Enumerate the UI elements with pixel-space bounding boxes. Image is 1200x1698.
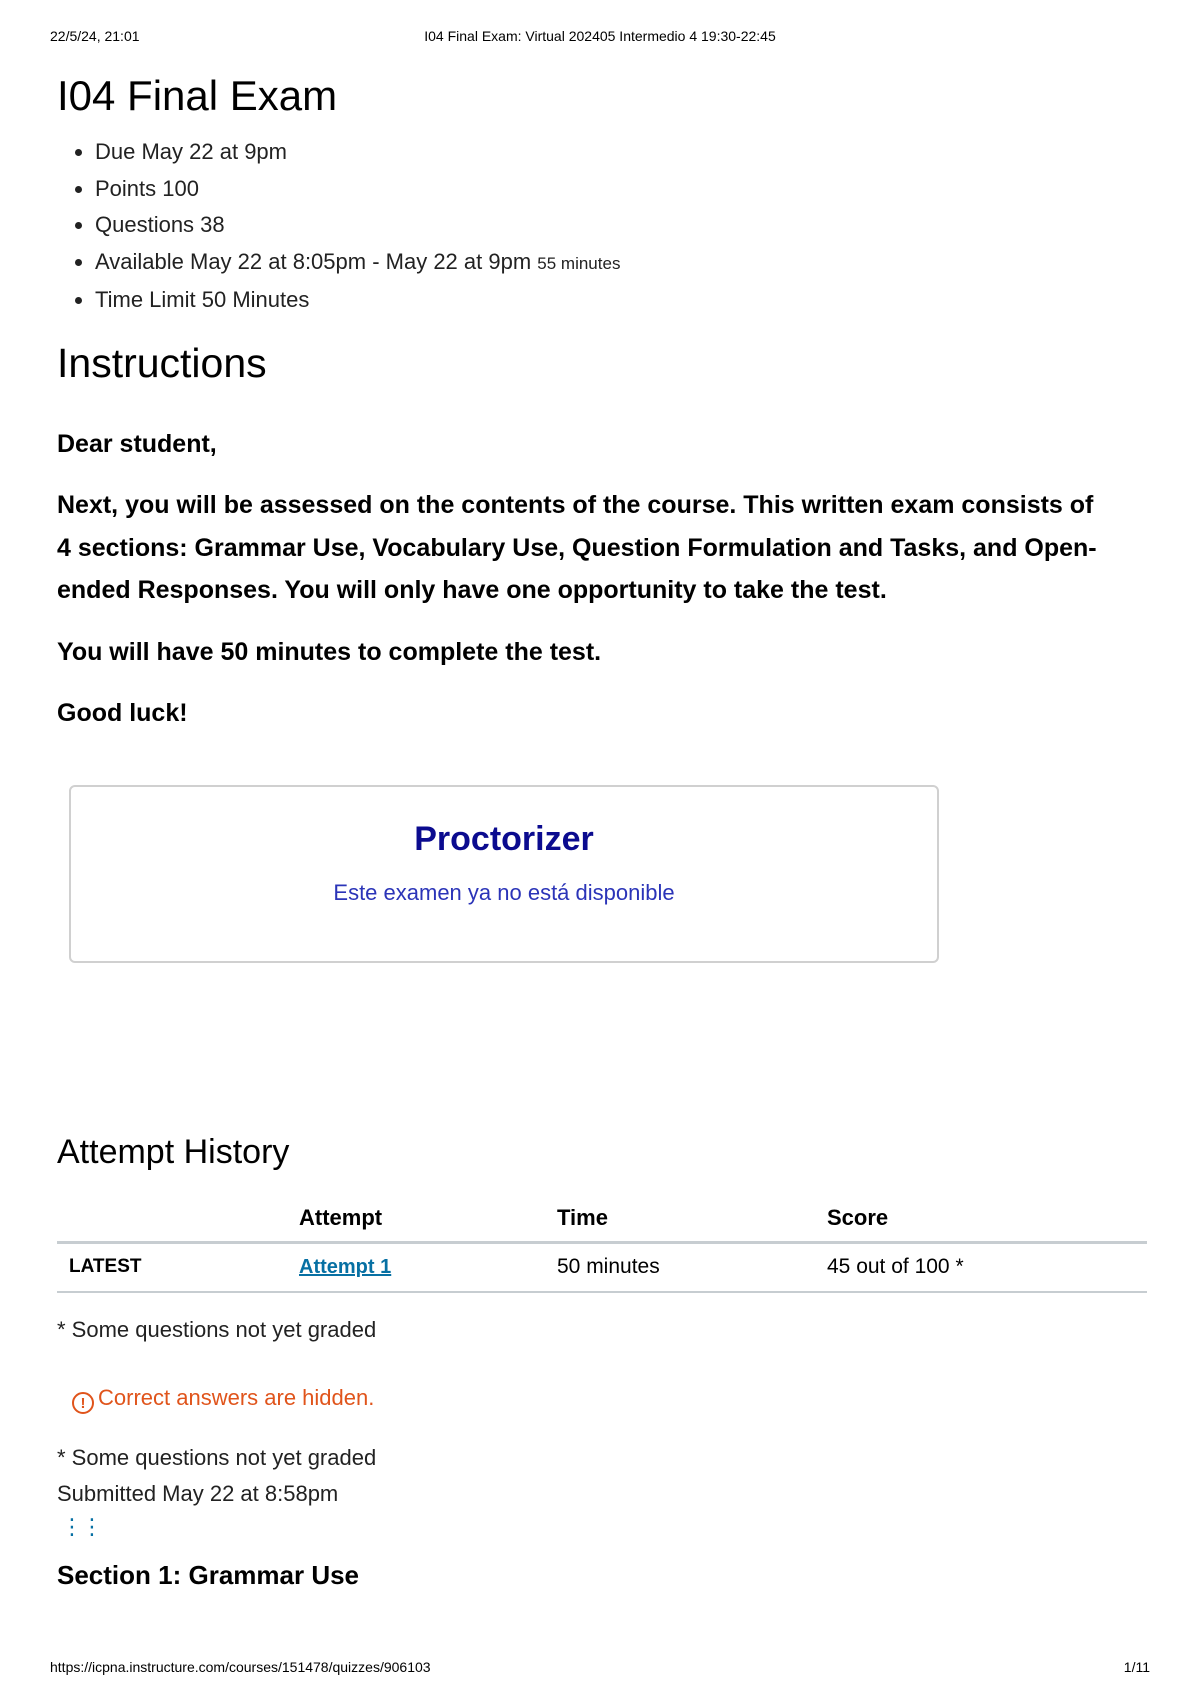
quiz-time-limit: • Time Limit 50 Minutes bbox=[95, 282, 1147, 319]
proctorizer-message: Este examen ya no está disponible bbox=[333, 879, 675, 905]
quiz-content bbox=[57, 70, 1147, 1592]
instructions-greeting: Dear student, bbox=[57, 429, 217, 458]
print-url: https://icpna.instructure.com/courses/151478/quizzes/906103 bbox=[50, 1659, 431, 1675]
print-date: 22/5/24, 21:01 bbox=[50, 28, 140, 44]
instructions-closing: Good luck! bbox=[57, 699, 188, 727]
quiz-questions: • Questions 38 bbox=[95, 207, 1147, 244]
table-row bbox=[57, 1242, 1147, 1292]
instructions-body bbox=[57, 423, 1147, 735]
availability-duration: 55 minutes bbox=[537, 253, 621, 273]
drag-handle-icon[interactable]: ⋮⋮ bbox=[61, 1513, 101, 1539]
submitted-timestamp: Submitted May 22 at 8:58pm bbox=[57, 1480, 339, 1506]
not-graded-note-secondary: * Some questions not yet graded bbox=[57, 1444, 377, 1470]
column-header-attempt: Attempt bbox=[299, 1195, 557, 1243]
column-header-score: Score bbox=[827, 1195, 1147, 1243]
column-header-time: Time bbox=[557, 1195, 827, 1243]
latest-label: LATEST bbox=[57, 1242, 299, 1292]
proctorizer-title: Proctorizer bbox=[414, 819, 594, 858]
attempt-history-heading: Attempt History bbox=[57, 1132, 290, 1171]
quiz-points: • Points 100 bbox=[95, 171, 1147, 208]
section-title: Section 1: Grammar Use bbox=[57, 1559, 360, 1590]
column-header-label bbox=[57, 1195, 299, 1243]
not-graded-note: * Some questions not yet graded bbox=[57, 1316, 377, 1342]
correct-answers-hidden-notice bbox=[72, 1383, 1147, 1414]
hidden-answers-text: Correct answers are hidden. bbox=[98, 1384, 375, 1410]
proctorizer-panel bbox=[69, 785, 939, 963]
quiz-availability: • Available May 22 at 8:05pm - May 22 at 9pm 55 minutes bbox=[95, 244, 1147, 283]
attempt-score: 45 out of 100 * bbox=[827, 1242, 1147, 1292]
quiz-due: • Due May 22 at 9pm bbox=[95, 134, 1147, 171]
table-header-row bbox=[57, 1195, 1147, 1243]
print-page-number: 1/11 bbox=[1123, 1659, 1150, 1675]
attempt-1-link[interactable]: Attempt 1 bbox=[299, 1256, 392, 1278]
print-header bbox=[50, 28, 1150, 48]
attempt-history-table bbox=[57, 1195, 1147, 1293]
instructions-time-note: You will have 50 minutes to complete the test. bbox=[57, 637, 602, 666]
attempt-time: 50 minutes bbox=[557, 1242, 827, 1292]
quiz-details-list bbox=[57, 134, 1147, 319]
instructions-paragraph: Next, you will be assessed on the contents of the course. This written exam consists of 4 sections: Grammar Use, Vocabulary Use, Question Formulation and Tasks, and Open-ended Responses. You will only have one opportunity to take the test. bbox=[57, 491, 1097, 604]
instructions-heading: Instructions bbox=[57, 339, 267, 386]
print-document-title: I04 Final Exam: Virtual 202405 Intermedio 4 19:30-22:45 bbox=[424, 28, 776, 44]
warning-circle-icon: ! bbox=[72, 1392, 94, 1414]
print-footer bbox=[50, 1659, 1150, 1679]
quiz-title: I04 Final Exam bbox=[57, 72, 338, 119]
